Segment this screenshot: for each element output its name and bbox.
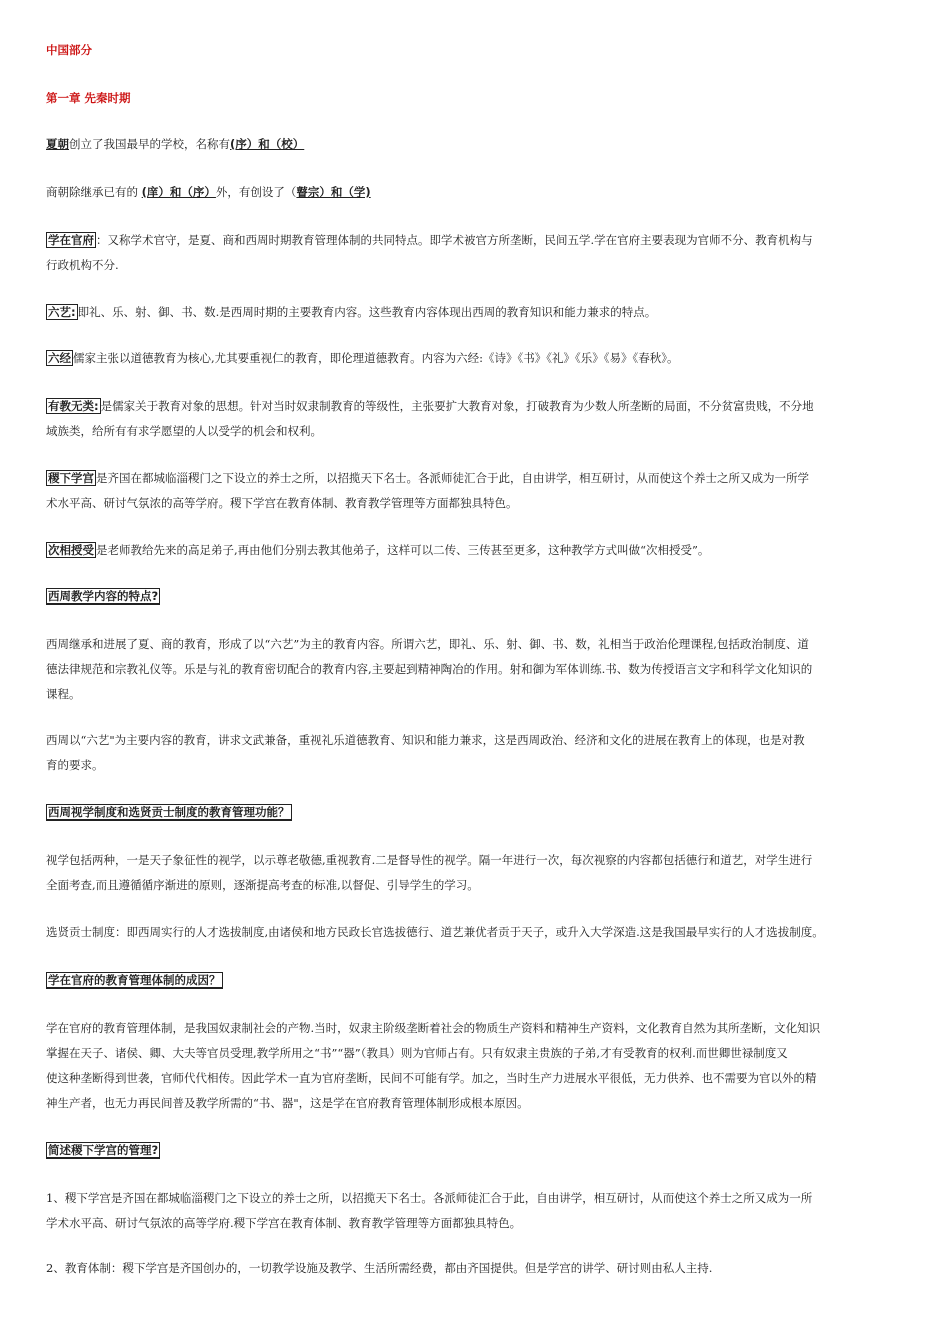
question-heading-3: 学在官府的教育管理体制的成因？ [48,973,221,987]
paragraph-chengyin: 学在官府的教育管理体制，是我国奴隶制社会的产物.当时，奴隶主阶级垄断着社会的物质生产资料和精神生产资料，文化教育自然为其所垄断，文化知识 掌握在天子、诸侯、卿、大夫等官员受理,教学所用之“书”“器”（教具）则为官师占有。只有奴隶主贵族的子弟,才有受教育的权利.而世卿世禄制度又 使这种垄断得到世袭，官师代代相传。因此学术一直为官府垄断，民间不可能有学。加之，当时生产力进展水平很低，无力供养、也不需要为官以外的精 神生产者，也无力再民间普及教学所需的“书、器"，这是学在官府教育管理体制形成根本原因。 [46,1021,821,1110]
paragraph-liujing: 六经 儒家主张以道德教育为核心,尤其要重视仁的教育，即伦理道德教育。内容为六经:《诗》《书》《礼》《乐》《易》《春秋》。 [48,351,679,365]
answer-xia: (序）和（校） [230,137,305,151]
paragraph-shang: 商朝除继承已有的 (庠）和（序）外，有创设了（瞽宗）和（学) [46,185,371,199]
paragraph-xizhou-content: 西周继承和进展了夏、商的教育，形成了以“六艺”为主的教育内容。所谓六艺，即礼、乐、射、御、书、数，礼相当于政治伦理课程,包括政治制度、道 德法律规范和宗教礼仪等。乐是与礼的教育密切配合的教育内容,主要起到精神陶冶的作用。射和御为军体训练.书、数为传授语言文字和科学文化知识的 课程。 [46,637,813,701]
paragraph-xia: 夏朝创立了我国最早的学校，名称有(序）和（校） [46,137,305,151]
chapter-title: 第一章 先秦时期 [46,91,131,105]
question-heading-4: 简述稷下学宫的管理? [48,1143,159,1157]
paragraph-youjiaowulei: 有教无类: 是儒家关于教育对象的思想。针对当时奴隶制教育的等级性，主张要扩大教育对象，打破教育为少数人所垄断的局面，不分贫富贵贱，不分地 域族类，给所有有求学愿望的人以受学的机会和权利。 [46,399,814,438]
paragraph-xuanxian: 选贤贡士制度：即西周实行的人才选拔制度,由诸侯和地方民政长官选拔德行、道艺兼优者贡于天子，或升入大学深造.这是我国最早实行的人才选拔制度。 [46,925,824,939]
question-heading-2: 西周视学制度和选贤贡士制度的教育管理功能？ [48,805,290,819]
term-youjiaowulei: 有教无类: [48,399,99,413]
term-jixiaxuegong: 稷下学宫 [48,471,94,485]
paragraph-jixiaxuegong: 稷下学宫 是齐国在都城临淄稷门之下设立的养士之所，以招揽天下名士。各派师徒汇合于此，自由讲学，相互研讨，从而使这个养士之所又成为一所学 术水平高、研讨气氛浓的高等学府。稷下学宫在教育体制、教育教学管理等方面都独具特色。 [46,471,809,510]
term-xia: 夏朝 [46,137,69,151]
section-title: 中国部分 [46,43,92,57]
paragraph-cixiangshoushou: 次相授受 是老师教给先来的高足弟子,再由他们分别去教其他弟子，这样可以二传、三传甚至更多，这种教学方式叫做“次相授受”。 [48,543,710,557]
paragraph-liuyi: 六艺: 即礼、乐、射、御、书、数.是西周时期的主要教育内容。这些教育内容体现出西周的教育知识和能力兼求的特点。 [48,305,657,319]
term-liuyi: 六艺: [48,305,76,319]
paragraph-xizhou-liuyi: 西周以“六艺"为主要内容的教育，讲求文武兼备，重视礼乐道德教育、知识和能力兼求，这是西周政治、经济和文化的进展在教育上的体现，也是对教 育的要求。 [46,733,805,772]
paragraph-shixue: 视学包括两种，一是天子象征性的视学，以示尊老敬德,重视教育.二是督导性的视学。隔一年进行一次，每次视察的内容都包括德行和道艺，对学生进行 全面考查,而且遵循循序渐进的原则，逐渐提高考查的标准,以督促、引导学生的学习。 [46,853,813,892]
term-liujing: 六经 [48,351,71,365]
paragraph-jixia-1: 1、稷下学宫是齐国在都城临淄稷门之下设立的养士之所，以招揽天下名士。各派师徒汇合于此，自由讲学，相互研讨，从而使这个养士之所又成为一所 学术水平高、研讨气氛浓的高等学府.稷下学宫在教育体制、教育教学管理等方面都独具特色。 [46,1191,813,1230]
question-heading-1: 西周教学内容的特点? [48,589,159,603]
paragraph-xuezaiguanfu: 学在官府 ：又称学术官守，是夏、商和西周时期教育管理体制的共同特点。即学术被官方所垄断，民间五学.学在官府主要表现为官师不分、教育机构与 行政机构不分. [46,233,813,272]
term-xuezaiguanfu: 学在官府 [48,233,94,247]
paragraph-jixia-2: 2、教育体制：稷下学宫是齐国创办的，一切教学设施及教学、生活所需经费，都由齐国提供。但是学宫的讲学、研讨则由私人主持. [46,1261,713,1275]
term-cixiangshoushou: 次相授受 [48,543,94,557]
